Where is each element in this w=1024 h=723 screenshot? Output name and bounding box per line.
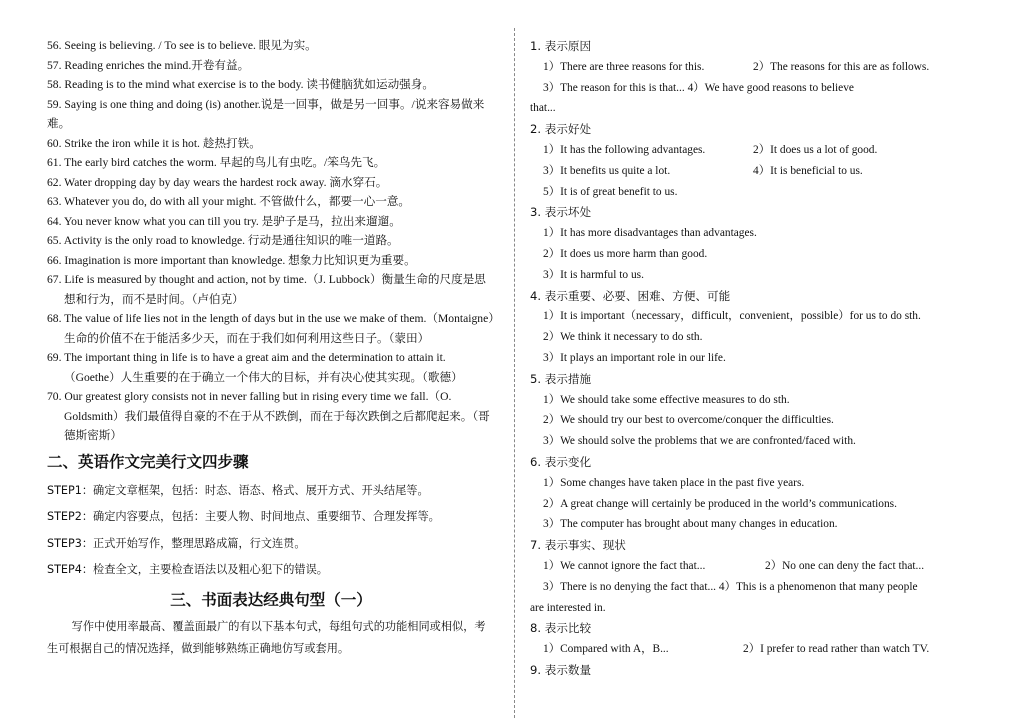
- group-heading: 6. 表示变化: [530, 454, 592, 469]
- pattern-wrapped: [530, 577, 1000, 619]
- section-heading-writing-steps: 二、英语作文完美行文四步骤: [47, 452, 249, 471]
- column-divider: [514, 28, 515, 718]
- pattern-item: 2）A great change will certainly be produced in the world’s communications.: [543, 497, 897, 510]
- intro-paragraph: 写作中使用率最高、覆盖面最广的有以下基本句式，每组句式的功能相同或相似，考生可根据自己的情况选择，做到能够熟练正确地仿写或套用。: [47, 619, 486, 655]
- group-heading: 9. 表示数量: [530, 662, 592, 677]
- pattern-row: [530, 57, 1000, 78]
- left-column: [47, 36, 495, 660]
- quote-item: 64. You never know what you can till you try. 是驴子是马，拉出来遛遛。: [47, 214, 401, 228]
- quote-item: 68. The value of life lies not in the length of days but in the use we make of them.（Montaigne）生命的价值不在于能活多少天，而在于我们如何利用这些日子。（蒙田）: [47, 312, 495, 345]
- pattern-item: 2）It does us more harm than good.: [543, 247, 708, 260]
- pattern-group: [530, 202, 1000, 285]
- pattern-item: 1）It is important（necessary，difficult，convenient，possible）for us to do sth.: [543, 310, 921, 323]
- pattern-group: [530, 452, 1000, 535]
- step-item: STEP3：正式开始写作，整理思路成篇，行文连贯。: [47, 536, 306, 550]
- pattern-row: [530, 348, 1000, 369]
- right-column: [530, 36, 1000, 681]
- group-heading: 3. 表示坏处: [530, 205, 592, 220]
- pattern-item: 1）We cannot ignore the fact that...: [543, 559, 706, 572]
- group-heading: 8. 表示比较: [530, 621, 592, 636]
- pattern-group: [530, 369, 1000, 452]
- quote-item: 70. Our greatest glory consists not in never falling but in rising every time we fall.（O. Goldsmith）我们最值得自豪的不在于从不跌倒，而在于每次跌倒之后都爬起来。（哥德斯密斯）: [47, 390, 490, 442]
- quote-item: 60. Strike the iron while it is hot. 趁热打铁。: [47, 136, 261, 150]
- pattern-row: [530, 390, 1000, 411]
- step-item: STEP1：确定文章框架，包括：时态、语态、格式、展开方式、开头结尾等。: [47, 483, 429, 497]
- group-heading: 1. 表示原因: [530, 39, 592, 53]
- pattern-item: 1）There are three reasons for this.: [543, 60, 705, 73]
- pattern-row: [530, 514, 1000, 535]
- pattern-item: 3）The computer has brought about many changes in education.: [543, 518, 838, 531]
- pattern-row: [530, 182, 1000, 203]
- pattern-item: 1）It has the following advantages.: [543, 143, 706, 156]
- pattern-row: [530, 639, 1000, 660]
- pattern-group: [530, 286, 1000, 369]
- pattern-row: [530, 223, 1000, 244]
- quote-item: 67. Life is measured by thought and action, not by time.（J. Lubbock）衡量生命的尺度是思想和行为，而不是时间。（卢伯克）: [47, 273, 486, 306]
- pattern-wrapped: [530, 78, 1000, 120]
- pattern-group: [530, 119, 1000, 202]
- pattern-item: 3）It benefits us quite a lot.: [543, 164, 671, 177]
- group-heading: 5. 表示措施: [530, 371, 592, 386]
- quote-item: 66. Imagination is more important than knowledge. 想象力比知识更为重要。: [47, 253, 416, 267]
- pattern-item-continuation: are interested in.: [530, 601, 606, 614]
- pattern-row: [530, 410, 1000, 431]
- pattern-row: [530, 265, 1000, 286]
- pattern-item-continuation: that...: [530, 102, 556, 115]
- quote-item: 56. Seeing is believing. / To see is to believe. 眼见为实。: [47, 39, 317, 52]
- pattern-row: [530, 556, 1000, 577]
- pattern-group: [530, 618, 1000, 660]
- pattern-item: 1）We should take some effective measures to do sth.: [543, 393, 790, 406]
- pattern-item: 2）The reasons for this are as follows.: [753, 60, 930, 73]
- pattern-item: 2）I prefer to read rather than watch TV.: [743, 643, 930, 656]
- section-heading-sentence-patterns: 三、书面表达经典句型（一）: [170, 590, 372, 609]
- pattern-row: [530, 161, 1000, 182]
- group-heading: 4. 表示重要、必要、困难、方便、可能: [530, 288, 731, 303]
- pattern-row: [530, 327, 1000, 348]
- step-item: STEP2：确定内容要点，包括：主要人物、时间地点、重要细节、合理发挥等。: [47, 510, 440, 523]
- pattern-group: [530, 535, 1000, 618]
- pattern-item: 3）We should solve the problems that we are confronted/faced with.: [543, 435, 856, 448]
- pattern-row: [530, 473, 1000, 494]
- quote-list: [47, 36, 495, 446]
- pattern-row: [530, 140, 1000, 161]
- quote-item: 61. The early bird catches the worm. 早起的鸟儿有虫吃。/笨鸟先飞。: [47, 156, 386, 169]
- quote-item: 57. Reading enriches the mind.开卷有益。: [47, 58, 250, 72]
- pattern-row: [530, 244, 1000, 265]
- pattern-item: 2）We think it necessary to do sth.: [543, 331, 703, 344]
- pattern-item: 5）It is of great benefit to us.: [543, 185, 678, 198]
- quote-item: 63. Whatever you do, do with all your might. 不管做什么，都要一心一意。: [47, 195, 411, 208]
- group-heading: 2. 表示好处: [530, 122, 592, 137]
- pattern-row: [530, 494, 1000, 515]
- pattern-item: 1）It has more disadvantages than advantages.: [543, 227, 757, 240]
- pattern-item: 2）No one can deny the fact that...: [765, 559, 925, 572]
- group-heading: 7. 表示事实、现状: [530, 538, 626, 553]
- step-list: [47, 478, 495, 584]
- pattern-row: [530, 306, 1000, 327]
- quote-item: 69. The important thing in life is to have a great aim and the determination to attain it.（Goethe）人生重要的在于确立一个伟大的目标，并有决心使其实现。（歌德）: [47, 351, 463, 384]
- pattern-item: 4）It is beneficial to us.: [753, 164, 863, 177]
- step-item: STEP4：检查全文，主要检查语法以及粗心犯下的错误。: [47, 563, 328, 576]
- pattern-item: 3）The reason for this is that... 4）We have good reasons to believe: [543, 81, 854, 94]
- pattern-item: 3）It is harmful to us.: [543, 268, 644, 281]
- pattern-item: 1）Compared with A，B...: [543, 643, 669, 656]
- quote-item: 59. Saying is one thing and doing (is) another.说是一回事，做是另一回事。/说来容易做来难。: [47, 97, 485, 130]
- quote-item: 62. Water dropping day by day wears the hardest rock away. 滴水穿石。: [47, 175, 388, 189]
- pattern-item: 1）Some changes have taken place in the past five years.: [543, 476, 805, 489]
- pattern-row: [530, 431, 1000, 452]
- quote-item: 65. Activity is the only road to knowledge. 行动是通往知识的唯一道路。: [47, 234, 399, 247]
- pattern-item: 2）It does us a lot of good.: [753, 143, 878, 156]
- pattern-group: [530, 36, 1000, 119]
- pattern-item: 3）There is no denying the fact that... 4）This is a phenomenon that many people: [543, 580, 918, 593]
- pattern-item: 2）We should try our best to overcome/conquer the difficulties.: [543, 414, 834, 427]
- pattern-item: 3）It plays an important role in our life.: [543, 351, 726, 364]
- quote-item: 58. Reading is to the mind what exercise is to the body. 读书健脑犹如运动强身。: [47, 78, 434, 91]
- pattern-group: [530, 660, 1000, 681]
